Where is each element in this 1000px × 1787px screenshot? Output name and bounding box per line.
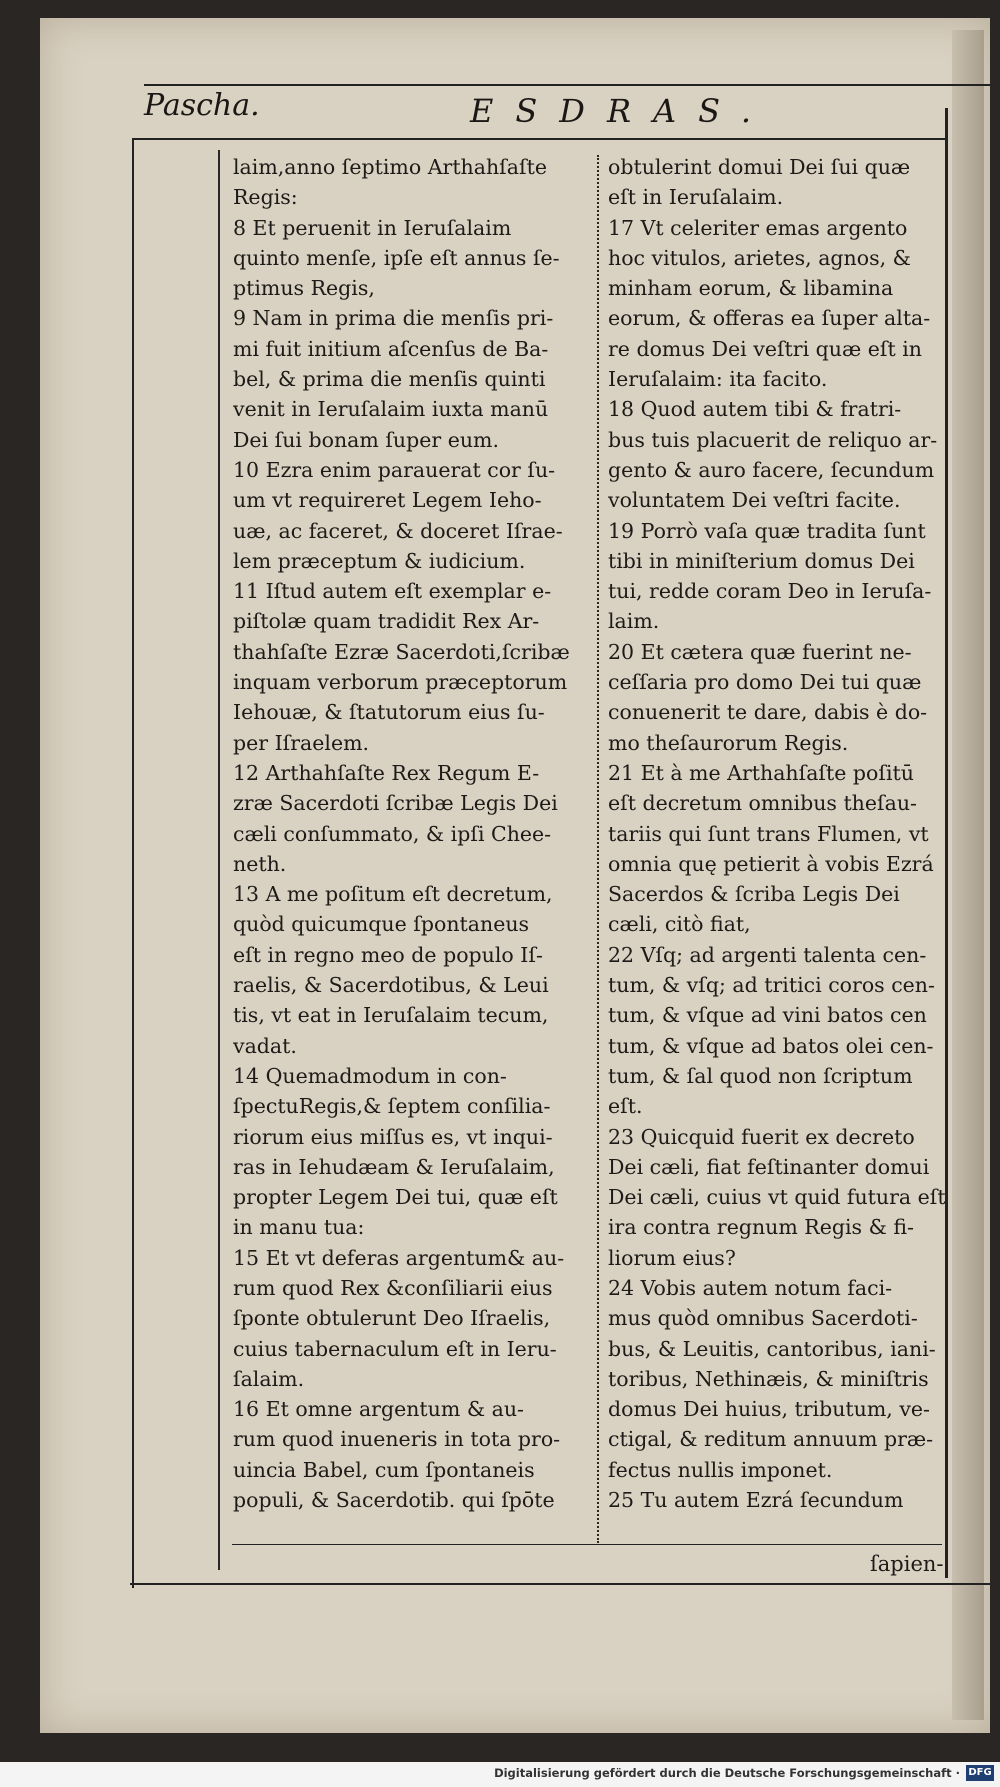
text-line: eſt in Ieruſalaim. [608,185,784,210]
left-text-column [233,152,588,1515]
text-line: piſtolæ quam tradidit Rex Ar- [233,609,540,634]
text-line: re domus Dei veſtri quæ eſt in [608,336,922,361]
column-rule-bottom [232,1544,942,1545]
text-line: neth. [233,851,287,876]
text-line: inquam verborum præceptorum [233,670,568,695]
text-line: 24 Vobis autem notum faci- [608,1275,893,1300]
text-line: 18 Quod autem tibi & fratri- [608,397,902,422]
text-line: bel, & prima die menſis quinti [233,367,546,392]
text-line: vadat. [233,1033,297,1058]
text-line: venit in Ieruſalaim iuxta manū [233,397,549,422]
text-line: 19 Porrò vaſa quæ tradita ſunt [608,518,926,543]
text-line: mus quòd omnibus Sacerdoti- [608,1306,918,1331]
catchword: ſapien- [870,1552,944,1576]
text-line: omnia quę petierit à vobis Ezrá [608,851,934,876]
text-line: Regis: [233,185,298,210]
text-line: minham eorum, & libamina [608,276,894,301]
bottom-rule [130,1583,990,1585]
text-line: 21 Et à me Arthahſaſte poſitū [608,760,914,785]
text-line: fectus nullis imponet. [608,1457,833,1482]
text-line: 14 Quemadmodum in con- [233,1063,507,1088]
text-line: raelis, & Sacerdotibus, & Leui [233,973,549,998]
running-head: ESDRAS. [470,92,774,130]
text-line: propter Legem Dei tui, quæ eſt [233,1185,558,1210]
text-line: hoc vitulos, arietes, agnos, & [608,245,911,270]
frame-rule-inner-left [218,150,220,1570]
text-line: tariis qui ſunt trans Flumen, vt [608,821,929,846]
text-line: 16 Et omne argentum & au- [233,1397,524,1422]
text-line: eſt. [608,1094,643,1119]
text-line: mi fuit initium aſcenſus de Ba- [233,336,549,361]
text-line: tum, & vſque ad vini batos cen [608,1003,927,1028]
text-line: in manu tua: [233,1215,365,1240]
column-divider [597,155,601,1543]
text-line: 23 Quicquid fuerit ex decreto [608,1124,915,1149]
text-line: cæli conſummato, & ipſi Chee- [233,821,552,846]
text-line: laim. [608,609,660,634]
text-line: 15 Et vt deferas argentum& au- [233,1245,565,1270]
text-line: Dei cæli, fiat feſtinanter domui [608,1154,930,1179]
text-line: per Iſraelem. [233,730,370,755]
text-line: gento & auro facere, ſecundum [608,457,935,482]
text-line: 20 Et cætera quæ fuerint ne- [608,639,912,664]
dfg-logo: DFG [966,1765,994,1781]
text-line: tum, & ſal quod non ſcriptum [608,1063,913,1088]
text-line: ceſſaria pro domo Dei tui quæ [608,670,922,695]
text-line: ſalaim. [233,1366,305,1391]
text-line: Dei cæli, cuius vt quid futura eſt [608,1185,946,1210]
text-line: ptimus Regis, [233,276,375,301]
text-line: Ieruſalaim: ita facito. [608,367,828,392]
text-line: liorum eius? [608,1245,736,1270]
text-line: ſponte obtulerunt Deo Iſraelis, [233,1306,551,1331]
text-line: 11 Iſtud autem eſt exemplar e- [233,579,552,604]
text-line: cæli, citò fiat, [608,912,751,937]
text-line: laim,anno ſeptimo Arthahſaſte [233,155,547,179]
text-line: 10 Ezra enim parauerat cor ſu- [233,457,556,482]
text-line: 12 Arthahſaſte Rex Regum E- [233,760,540,785]
text-line: ſpectuRegis,& ſeptem conſilia- [233,1094,551,1119]
text-line: voluntatem Dei veſtri facite. [608,488,901,513]
text-line: tibi in miniſterium domus Dei [608,548,915,573]
text-line: domus Dei huius, tributum, ve- [608,1397,930,1422]
text-line: riorum eius miſſus es, vt inqui- [233,1124,553,1149]
frame-rule-left [132,138,134,1588]
header-rule [144,84,990,86]
text-line: ras in Iehudæam & Ieruſalaim, [233,1154,555,1179]
text-line: ira contra regnum Regis & fi- [608,1215,914,1240]
text-line: toribus, Nethinæis, & miniſtris [608,1366,929,1391]
text-line: tui, redde coram Deo in Ieruſa- [608,579,932,604]
text-line: thahſaſte Ezræ Sacerdoti,ſcribæ [233,639,570,664]
text-line: 25 Tu autem Ezrá ſecundum [608,1488,904,1513]
text-line: quòd quicumque ſpontaneus [233,912,530,937]
footer-credit: Digitalisierung gefördert durch die Deutsche Forschungsgemeinschaft · [494,1766,960,1780]
text-line: 8 Et peruenit in Ieruſalaim [233,215,512,240]
text-line: Dei ſui bonam ſuper eum. [233,427,499,452]
text-line: rum quod inueneris in tota pro- [233,1427,561,1452]
section-label: Pascha. [144,88,260,123]
text-line: 13 A me poſitum eſt decretum, [233,882,553,907]
text-line: lem præceptum & iudicium. [233,548,526,573]
text-line: eſt in regno meo de populo Iſ- [233,942,543,967]
text-line: Iehouæ, & ſtatutorum eius ſu- [233,700,545,725]
text-line: quinto menſe, ipſe eſt annus ſe- [233,245,560,270]
text-line: bus tuis placuerit de reliquo ar- [608,427,938,452]
text-line: 9 Nam in prima die menſis pri- [233,306,554,331]
text-line: 17 Vt celeriter emas argento [608,215,908,240]
text-line: tum, & vſq; ad tritici coros cen- [608,973,935,998]
text-line: tis, vt eat in Ieruſalaim tecum, [233,1003,549,1028]
text-line: bus, & Leuitis, cantoribus, iani- [608,1336,936,1361]
text-line: cuius tabernaculum eſt in Ieru- [233,1336,557,1361]
text-line: mo theſaurorum Regis. [608,730,849,755]
text-line: populi, & Sacerdotib. qui ſpōte [233,1488,555,1513]
digitization-footer [0,1762,1000,1787]
text-line: eorum, & offeras ea ſuper alta- [608,306,931,331]
text-line: uæ, ac faceret, & doceret Iſrae- [233,518,563,543]
text-line: conuenerit te dare, dabis è do- [608,700,928,725]
text-line: eſt decretum omnibus theſau- [608,791,917,816]
text-line: obtulerint domui Dei ſui quæ [608,155,911,179]
right-text-column [608,152,963,1515]
text-line: Sacerdos & ſcriba Legis Dei [608,882,900,907]
text-line: 22 Vſq; ad argenti talenta cen- [608,942,927,967]
text-line: um vt requireret Legem Ieho- [233,488,542,513]
text-line: rum quod Rex &conſiliarii eius [233,1275,553,1300]
text-line: ctigal, & reditum annuum præ- [608,1427,934,1452]
header-rule-bottom [132,138,947,140]
text-line: tum, & vſque ad batos olei cen- [608,1033,934,1058]
text-line: uincia Babel, cum ſpontaneis [233,1457,535,1482]
text-line: zræ Sacerdoti ſcribæ Legis Dei [233,791,558,816]
